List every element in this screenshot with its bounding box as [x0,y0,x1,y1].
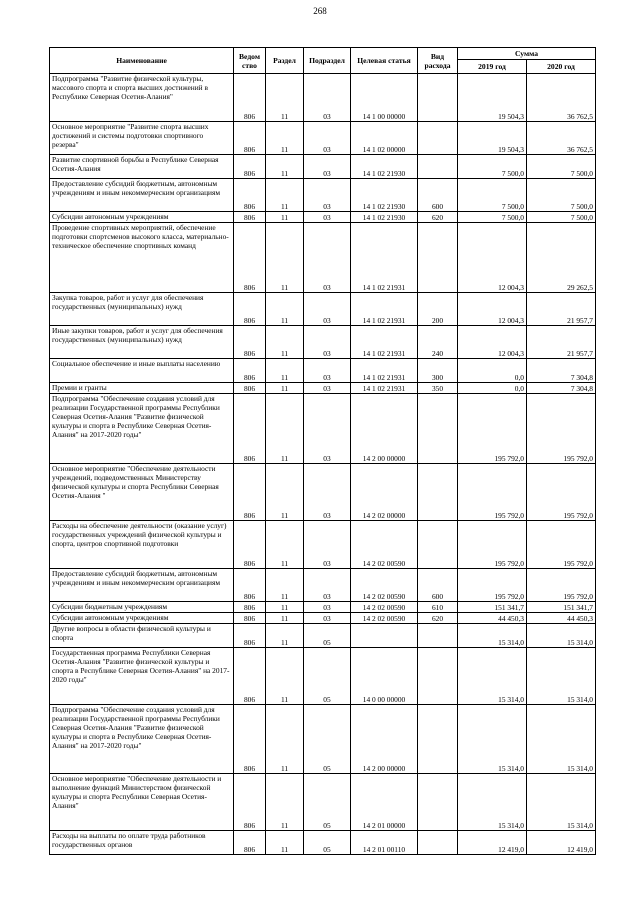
cell-2019: 12 419,0 [458,831,527,855]
cell-podrazdel: 03 [304,359,351,383]
header-target: Целевая статья [351,48,418,74]
table-row [50,74,596,122]
cell-2019: 195 792,0 [458,394,527,464]
cell-vedom: 806 [234,326,266,359]
cell-target: 14 2 01 00000 [351,774,418,831]
cell-name: Подпрограмма "Обеспечение создания условий для реализации Государственной программы Республики Северная Осетия-Алания "Развитие физической культуры и спорта в Республике Северная Осетия-Алания" на 2017-2020 годы" [50,705,234,774]
cell-podrazdel: 03 [304,464,351,521]
cell-target: 14 1 02 21930 [351,155,418,179]
cell-vid [418,74,458,122]
cell-2020: 7 304,8 [527,383,596,394]
cell-vid [418,705,458,774]
cell-2020: 15 314,0 [527,624,596,648]
cell-podrazdel: 03 [304,569,351,602]
table-row [50,569,596,602]
cell-vid [418,831,458,855]
cell-razdel: 11 [266,122,304,155]
cell-podrazdel: 03 [304,293,351,326]
table-row [50,394,596,464]
cell-podrazdel: 03 [304,155,351,179]
cell-target: 14 0 00 00000 [351,648,418,705]
table-row [50,464,596,521]
table-row [50,212,596,223]
cell-2020: 7 500,0 [527,179,596,212]
table-row [50,613,596,624]
cell-2019: 7 500,0 [458,155,527,179]
cell-target: 14 1 02 00000 [351,122,418,155]
cell-2019: 12 004,3 [458,326,527,359]
cell-target: 14 2 02 00590 [351,569,418,602]
cell-vedom: 806 [234,223,266,293]
cell-vedom: 806 [234,74,266,122]
table-row [50,831,596,855]
cell-razdel: 11 [266,359,304,383]
cell-razdel: 11 [266,624,304,648]
cell-2019: 15 314,0 [458,648,527,705]
cell-vedom: 806 [234,359,266,383]
cell-2020: 21 957,7 [527,293,596,326]
cell-target: 14 1 02 21931 [351,223,418,293]
cell-vedom: 806 [234,624,266,648]
cell-2020: 7 500,0 [527,212,596,223]
cell-podrazdel: 03 [304,326,351,359]
cell-target: 14 2 00 00000 [351,705,418,774]
cell-2019: 19 504,3 [458,122,527,155]
cell-2019: 195 792,0 [458,521,527,569]
cell-vedom: 806 [234,774,266,831]
table-row [50,774,596,831]
table-row [50,179,596,212]
cell-name: Проведение спортивных мероприятий, обеспечение подготовки спортсменов высокого класса, материально-техническое обеспечение спортивных команд [50,223,234,293]
cell-2019: 7 500,0 [458,212,527,223]
cell-vid: 620 [418,212,458,223]
cell-target: 14 2 01 00110 [351,831,418,855]
cell-2019: 12 004,3 [458,223,527,293]
cell-2020: 195 792,0 [527,394,596,464]
cell-vedom: 806 [234,293,266,326]
cell-name: Другие вопросы в области физической культуры и спорта [50,624,234,648]
cell-vedom: 806 [234,212,266,223]
cell-vid: 300 [418,359,458,383]
cell-name: Основное мероприятие "Обеспечение деятельности и выполнение функций Министерством физической культуры и спорта Республики Северная Осетия-Алания" [50,774,234,831]
cell-podrazdel: 05 [304,624,351,648]
cell-name: Субсидии автономным учреждениям [50,613,234,624]
cell-vid [418,648,458,705]
cell-podrazdel: 03 [304,613,351,624]
table-row [50,223,596,293]
cell-name: Социальное обеспечение и иные выплаты населению [50,359,234,383]
cell-podrazdel: 03 [304,394,351,464]
cell-name: Основное мероприятие "Развитие спорта высших достижений и системы подготовки спортивного резерва" [50,122,234,155]
cell-2020: 15 314,0 [527,648,596,705]
cell-vedom: 806 [234,569,266,602]
cell-2019: 195 792,0 [458,464,527,521]
cell-2019: 151 341,7 [458,602,527,613]
cell-target: 14 2 02 00000 [351,464,418,521]
cell-vid: 610 [418,602,458,613]
cell-podrazdel: 03 [304,521,351,569]
cell-vid: 600 [418,569,458,602]
cell-razdel: 11 [266,602,304,613]
table-row [50,155,596,179]
cell-2019: 0,0 [458,383,527,394]
cell-2020: 195 792,0 [527,464,596,521]
cell-vedom: 806 [234,155,266,179]
cell-2019: 15 314,0 [458,774,527,831]
cell-target: 14 1 02 21930 [351,179,418,212]
cell-target: 14 1 02 21931 [351,359,418,383]
cell-razdel: 11 [266,613,304,624]
cell-2020: 12 419,0 [527,831,596,855]
cell-2020: 151 341,7 [527,602,596,613]
cell-razdel: 11 [266,464,304,521]
cell-name: Иные закупки товаров, работ и услуг для обеспечения государственных (муниципальных) нужд [50,326,234,359]
header-vedom: Ведом ство [234,48,266,74]
cell-razdel: 11 [266,212,304,223]
cell-vedom: 806 [234,383,266,394]
cell-2020: 29 262,5 [527,223,596,293]
cell-2020: 195 792,0 [527,521,596,569]
page-number: 268 [313,6,327,16]
cell-vid: 350 [418,383,458,394]
cell-name: Расходы на обеспечение деятельности (оказание услуг) государственных учреждений физической культуры и спорта, центров спортивной подготовки [50,521,234,569]
cell-vedom: 806 [234,464,266,521]
cell-podrazdel: 05 [304,774,351,831]
cell-name: Закупка товаров, работ и услуг для обеспечения государственных (муниципальных) нужд [50,293,234,326]
cell-razdel: 11 [266,293,304,326]
header-2019: 2019 год [458,60,527,74]
cell-target [351,624,418,648]
table-row [50,624,596,648]
cell-vid [418,624,458,648]
header-sum: Сумма [458,48,596,60]
header-name: Наименование [50,48,234,74]
cell-podrazdel: 03 [304,122,351,155]
cell-razdel: 11 [266,155,304,179]
cell-2019: 15 314,0 [458,705,527,774]
cell-vid: 200 [418,293,458,326]
cell-razdel: 11 [266,383,304,394]
cell-target: 14 2 02 00590 [351,602,418,613]
table-header [50,48,596,74]
cell-razdel: 11 [266,521,304,569]
cell-2019: 44 450,3 [458,613,527,624]
cell-2020: 7 304,8 [527,359,596,383]
cell-vid [418,394,458,464]
header-2020: 2020 год [527,60,596,74]
cell-2019: 195 792,0 [458,569,527,602]
cell-2019: 15 314,0 [458,624,527,648]
cell-razdel: 11 [266,831,304,855]
cell-2020: 15 314,0 [527,705,596,774]
table-body [50,74,596,855]
cell-vid [418,464,458,521]
cell-vedom: 806 [234,521,266,569]
cell-name: Основное мероприятие "Обеспечение деятельности учреждений, подведомственных Министерству физической культуры и спорта Республики Северная Осетия-Алания " [50,464,234,521]
cell-vedom: 806 [234,602,266,613]
cell-vid: 600 [418,179,458,212]
cell-name: Развитие спортивной борьбы в Республике Северная Осетия-Алания [50,155,234,179]
cell-razdel: 11 [266,569,304,602]
cell-name: Субсидии бюджетным учреждениям [50,602,234,613]
header-vid: Вид расхода [418,48,458,74]
cell-razdel: 11 [266,74,304,122]
cell-vedom: 806 [234,831,266,855]
cell-target: 14 2 02 00590 [351,521,418,569]
cell-razdel: 11 [266,648,304,705]
cell-podrazdel: 03 [304,74,351,122]
cell-vedom: 806 [234,613,266,624]
cell-2019: 0,0 [458,359,527,383]
cell-vedom: 806 [234,122,266,155]
table-row [50,293,596,326]
cell-target: 14 2 02 00590 [351,613,418,624]
budget-table [49,47,596,855]
cell-vid: 240 [418,326,458,359]
cell-name: Субсидии автономным учреждениям [50,212,234,223]
table-row [50,521,596,569]
cell-target: 14 1 02 21930 [351,212,418,223]
cell-name: Подпрограмма "Обеспечение создания условий для реализации Государственной программы Республики Северная Осетия-Алания "Развитие физической культуры и спорта в Республике Северная Осетия-Алания" на 2017-2020 годы" [50,394,234,464]
cell-name: Премии и гранты [50,383,234,394]
cell-podrazdel: 03 [304,179,351,212]
cell-name: Расходы на выплаты по оплате труда работников государственных органов [50,831,234,855]
cell-razdel: 11 [266,326,304,359]
cell-razdel: 11 [266,394,304,464]
cell-target: 14 1 02 21931 [351,293,418,326]
cell-target: 14 1 00 00000 [351,74,418,122]
cell-vid [418,521,458,569]
cell-name: Подпрограмма "Развитие физической культуры, массового спорта и спорта высших достижений в Республике Северная Осетия-Алания" [50,74,234,122]
table-row [50,359,596,383]
table-row [50,705,596,774]
cell-2020: 7 500,0 [527,155,596,179]
table-row [50,383,596,394]
cell-vid [418,223,458,293]
cell-vedom: 806 [234,394,266,464]
cell-vid: 620 [418,613,458,624]
cell-razdel: 11 [266,223,304,293]
cell-2020: 36 762,5 [527,122,596,155]
cell-podrazdel: 03 [304,602,351,613]
cell-podrazdel: 03 [304,223,351,293]
cell-2019: 19 504,3 [458,74,527,122]
cell-razdel: 11 [266,774,304,831]
cell-2019: 7 500,0 [458,179,527,212]
table-row [50,602,596,613]
cell-podrazdel: 05 [304,831,351,855]
cell-target: 14 1 02 21931 [351,383,418,394]
header-podrazdel: Подраздел [304,48,351,74]
cell-vid [418,122,458,155]
table-row [50,648,596,705]
cell-vedom: 806 [234,179,266,212]
cell-name: Государственная программа Республики Северная Осетия-Алания "Развитие физической культуры и спорта в Республике Северная Осетия-Алания" на 2017-2020 годы" [50,648,234,705]
table-row [50,122,596,155]
cell-vid [418,155,458,179]
cell-razdel: 11 [266,705,304,774]
cell-vedom: 806 [234,648,266,705]
cell-2020: 21 957,7 [527,326,596,359]
cell-2020: 15 314,0 [527,774,596,831]
header-razdel: Раздел [266,48,304,74]
cell-podrazdel: 05 [304,648,351,705]
cell-vedom: 806 [234,705,266,774]
cell-vid [418,774,458,831]
cell-podrazdel: 05 [304,705,351,774]
cell-2020: 195 792,0 [527,569,596,602]
cell-2020: 44 450,3 [527,613,596,624]
cell-razdel: 11 [266,179,304,212]
cell-podrazdel: 03 [304,383,351,394]
table-row [50,326,596,359]
cell-2019: 12 004,3 [458,293,527,326]
cell-target: 14 1 02 21931 [351,326,418,359]
cell-2020: 36 762,5 [527,74,596,122]
cell-name: Предоставление субсидий бюджетным, автономным учреждениям и иным некоммерческим организациям [50,179,234,212]
cell-podrazdel: 03 [304,212,351,223]
cell-target: 14 2 00 00000 [351,394,418,464]
cell-name: Предоставление субсидий бюджетным, автономным учреждениям и иным некоммерческим организациям [50,569,234,602]
